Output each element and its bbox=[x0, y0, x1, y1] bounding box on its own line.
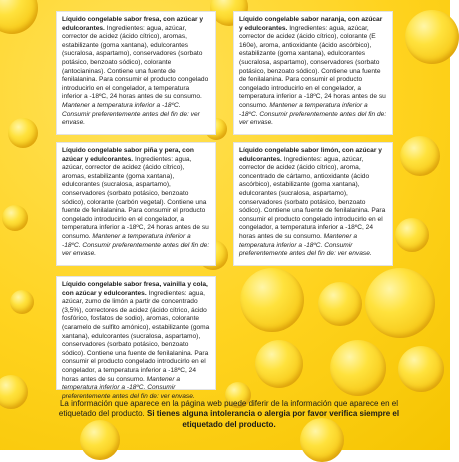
bubble bbox=[400, 136, 440, 176]
allergy-disclaimer bbox=[54, 399, 404, 430]
disclaimer-warning: Si tienes alguna intolerancia o alergia por favor verifica siempre el etiquetado del producto. bbox=[146, 409, 400, 429]
product-card-ingredients: Ingredientes: agua, azúcar, zumo de limón a partir de concentrado (3,5%), correctores de acidez (ácido cítrico, ácido fosfórico, fosfatos de sodio), aromas, colorante (caramelo de sulfito amónico), estabilizante (goma xantana), edulcorantes (sucralosa, aspartamo), conservadores (sorbato potásico, benzoato sódico). Contiene una fuente de fenilalanina. Para consumir el producto congelado introducirlo en el congelador, a temperatura inferior a -18ºC, 24 horas antes de su consumo. bbox=[62, 289, 210, 383]
bubble bbox=[330, 340, 386, 396]
bubble bbox=[255, 340, 303, 388]
product-card-naranja bbox=[233, 11, 393, 135]
product-card-ingredients: Ingredientes: agua, azúcar, corrector de acidez (ácido cítrico), colorante (E 160e), aroma, antioxidante (ácido ascórbico), estabilizante (goma xantana), edulcorantes (sucralosa, aspartamo), conservadores (sorbato potásico, benzoato sódico). Contiene una fuente de fenilalanina. Para consumir el producto congelado introducirlo en el congelador, a temperatura inferior a -18ºC, 24 horas antes de su consumo. bbox=[239, 24, 386, 109]
bubble bbox=[10, 290, 34, 314]
product-card-storage-note: Mantener a temperatura inferior a -18ºC. Consumir preferentemente antes del fin de: ver envase. bbox=[62, 101, 200, 127]
bubble bbox=[0, 0, 38, 34]
product-card-storage-note: Mantener a temperatura inferior a -18ºC. Consumir preferentemente antes del fin de: ver envase. bbox=[239, 101, 387, 127]
product-card-fresa-vainilla-cola bbox=[56, 276, 216, 400]
bubble bbox=[2, 205, 28, 231]
product-card-storage-note: Mantener a temperatura inferior a -18ºC. Consumir preferentemente antes del fin de: ver envase. bbox=[239, 232, 372, 258]
product-card-title: Líquido congelable sabor fresa, con azúcar y edulcorantes. bbox=[62, 16, 204, 32]
product-card-ingredients: Ingredientes: agua, azúcar, corrector de acidez (ácido cítrico), aromas, estabilizante (goma xantana), edulcorantes (sucralosa, aspartamo), conservadores (sorbato potásico, benzoato sódico), colorante (carbón vegetal). Contiene una fuente de fenilalanina. Para consumir el producto congelado introducirlo en el congelador, a temperatura inferior a -18ºC, 24 horas antes de su consumo. bbox=[62, 155, 209, 240]
bubble bbox=[365, 268, 435, 338]
product-card-pina-pera bbox=[56, 142, 216, 266]
bubble bbox=[398, 346, 444, 392]
product-card-ingredients: Ingredientes: agua, azúcar, corrector de acidez (ácido cítrico), aromas, estabilizante (goma xantana), edulcorantes (sucralosa, aspartamo), conservadores (sorbato potásico, benzoato sódico), colorante (antocianinas). Contiene una fuente de fenilalanina. Para consumir el producto congelado introducirlo en el congelador, a temperatura inferior a -18ºC, 24 horas antes de su consumo. bbox=[62, 24, 209, 101]
product-card-storage-note: Mantener a temperatura inferior a -18ºC. Consumir preferentemente antes del fin de: ver envase. bbox=[62, 232, 210, 258]
disclaimer-text: La información que aparece en la página web puede diferir de la información que aparece en el etiquetado del producto. bbox=[58, 399, 398, 419]
bubble bbox=[395, 218, 429, 252]
bubble bbox=[318, 282, 362, 326]
bubble bbox=[240, 268, 304, 332]
product-card-ingredients: Ingredientes: agua, azúcar, corrector de acidez (ácido cítrico), aroma, concentrado de cártamo, antioxidante (ácido ascórbico), estabilizante (goma xantana), edulcorantes (sucralosa, aspartamo), conservadores (sorbato potásico, benzoato sódico). Contiene una fuente de fenilalanina. Para consumir el producto congelado introducirlo en el congelador, a temperatura inferior a -18ºC, 24 horas antes de su consumo. bbox=[239, 155, 386, 240]
product-card-title: Líquido congelable sabor limón, con azúcar y edulcorantes. bbox=[239, 147, 382, 163]
bubble bbox=[0, 375, 28, 409]
product-card-title: Líquido congelable sabor fresa, vainilla y cola, con azúcar y edulcorantes. bbox=[62, 281, 208, 297]
bubble bbox=[405, 10, 459, 64]
product-card-title: Líquido congelable sabor naranja, con azúcar y edulcorantes. bbox=[239, 16, 383, 32]
bubble bbox=[8, 118, 38, 148]
product-card-fresa bbox=[56, 11, 216, 135]
product-card-storage-note: Mantener a temperatura inferior a -18ºC. Consumir preferentemente antes del fin de: ver envase. bbox=[62, 375, 195, 400]
product-card-title: Líquido congelable sabor piña y pera, con azúcar y edulcorantes. bbox=[62, 147, 194, 163]
product-card-limon bbox=[233, 142, 393, 266]
